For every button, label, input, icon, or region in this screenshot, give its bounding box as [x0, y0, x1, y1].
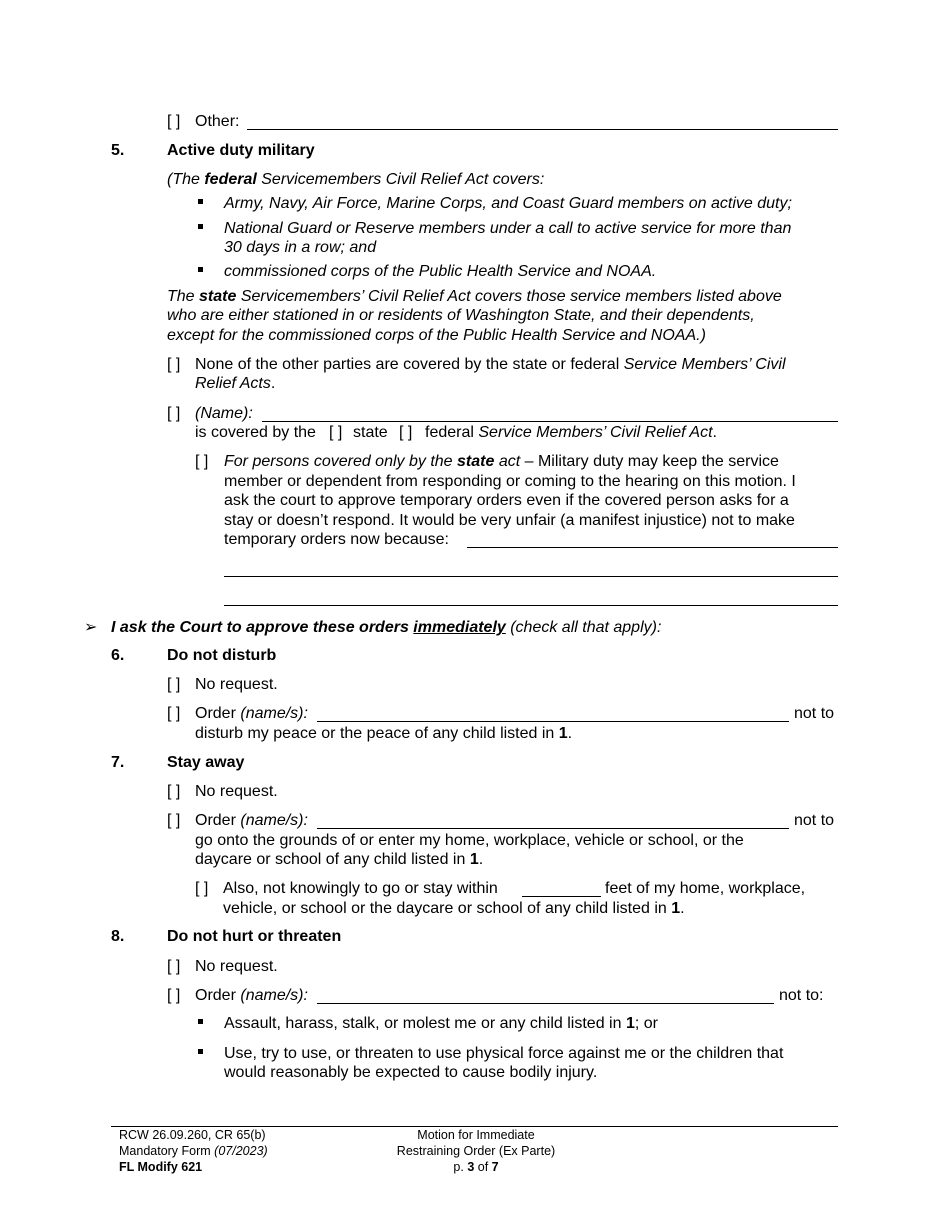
bullet-icon: [198, 199, 203, 204]
checkbox-other[interactable]: [ ]: [167, 113, 181, 130]
bullet-icon: [198, 1049, 203, 1054]
order-label: Order (name/s):: [195, 812, 308, 829]
no-request-label: No request.: [195, 676, 278, 693]
arrow-icon: ➢: [84, 619, 98, 636]
name-input-line[interactable]: [262, 421, 838, 422]
immediate-heading: I ask the Court to approve these orders immediately (check all that apply):: [111, 619, 662, 636]
federal-act-label: federal Service Members’ Civil Relief Act.: [425, 424, 717, 441]
also-distance-text-b: feet of my home, workplace,: [605, 880, 806, 897]
bullet-icon: [198, 224, 203, 229]
reason-input-line-3[interactable]: [224, 605, 838, 606]
checkbox-also-distance[interactable]: [ ]: [195, 880, 209, 897]
bullet-item: Use, try to use, or threaten to use physical force against me or the children that: [224, 1045, 784, 1062]
section-5-title: Active duty military: [167, 142, 315, 159]
checkbox-order-7[interactable]: [ ]: [167, 812, 181, 829]
not-to-label: not to:: [779, 987, 824, 1004]
bullet-item: Army, Navy, Air Force, Marine Corps, and Coast Guard members on active duty;: [224, 195, 792, 212]
also-distance-text: Also, not knowingly to go or stay within: [223, 880, 498, 897]
footer-rcw: RCW 26.09.260, CR 65(b): [119, 1128, 266, 1142]
footer-title: Motion for Immediate: [417, 1128, 535, 1142]
state-act-text-cont: who are either stationed in or residents of Washington State, and their dependents,: [167, 307, 755, 324]
order-label: Order (name/s):: [195, 987, 308, 1004]
section-8-title: Do not hurt or threaten: [167, 928, 342, 945]
none-covered-text-cont: Relief Acts.: [195, 375, 276, 392]
footer-center: [376, 1127, 576, 1175]
checkbox-order-8[interactable]: [ ]: [167, 987, 181, 1004]
none-covered-text: None of the other parties are covered by the state or federal Service Members’ Civil: [195, 356, 786, 373]
order-label: Order (name/s):: [195, 705, 308, 722]
covered-by-label: is covered by the: [195, 424, 316, 441]
checkbox-state[interactable]: [ ]: [329, 424, 343, 441]
order-7-cont: daycare or school of any child listed in 1.: [195, 851, 484, 868]
order-names-input-6[interactable]: [317, 721, 789, 722]
checkbox-state-only[interactable]: [ ]: [195, 453, 209, 470]
footer-form-id: FL Modify 621: [119, 1160, 203, 1174]
bullet-icon: [198, 267, 203, 272]
bullet-item: commissioned corps of the Public Health Service and NOAA.: [224, 263, 657, 280]
reason-input-line[interactable]: [467, 547, 838, 548]
state-label: state: [353, 424, 388, 441]
section-5-number: 5.: [111, 142, 125, 159]
bullet-item: Assault, harass, stalk, or molest me or any child listed in 1; or: [224, 1015, 658, 1032]
footer-mandatory: Mandatory Form (07/2023): [119, 1144, 268, 1158]
name-label: (Name):: [195, 405, 253, 422]
checkbox-no-request-8[interactable]: [ ]: [167, 958, 181, 975]
bullet-item-cont: would reasonably be expected to cause bodily injury.: [224, 1064, 598, 1081]
not-to-label: not to: [794, 812, 835, 829]
section-6-number: 6.: [111, 647, 125, 664]
footer-page: p. 3 of 7: [453, 1160, 499, 1174]
order-7-cont: go onto the grounds of or enter my home, workplace, vehicle or school, or the: [195, 832, 744, 849]
no-request-label: No request.: [195, 783, 278, 800]
order-names-input-7[interactable]: [317, 828, 789, 829]
reason-input-line-2[interactable]: [224, 576, 838, 577]
section-7-title: Stay away: [167, 754, 245, 771]
checkbox-name-covered[interactable]: [ ]: [167, 405, 181, 422]
order-names-input-8[interactable]: [317, 1003, 774, 1004]
no-request-label: No request.: [195, 958, 278, 975]
checkbox-no-request-7[interactable]: [ ]: [167, 783, 181, 800]
state-only-text-cont: temporary orders now because:: [224, 531, 449, 548]
section-5-intro: (The federal Servicemembers Civil Relief Act covers:: [167, 171, 545, 188]
other-label: Other:: [195, 113, 240, 130]
state-act-text-cont: except for the commissioned corps of the Public Health Service and NOAA.): [167, 327, 706, 344]
state-only-text-cont: ask the court to approve temporary orders even if the covered person asks for a: [224, 492, 789, 509]
also-distance-cont: vehicle, or school or the daycare or school of any child listed in 1.: [223, 900, 685, 917]
bullet-item-cont: 30 days in a row; and: [224, 239, 377, 256]
distance-feet-input[interactable]: [522, 896, 601, 897]
section-6-title: Do not disturb: [167, 647, 277, 664]
checkbox-no-request-6[interactable]: [ ]: [167, 676, 181, 693]
footer-left: [119, 1127, 268, 1175]
footer-subtitle: Restraining Order (Ex Parte): [396, 1144, 556, 1158]
checkbox-federal[interactable]: [ ]: [399, 424, 413, 441]
section-8-number: 8.: [111, 928, 125, 945]
not-to-label: not to: [794, 705, 835, 722]
other-input-line[interactable]: [247, 129, 838, 130]
bullet-icon: [198, 1019, 203, 1024]
state-only-text-cont: member or dependent from responding or coming to the hearing on this motion. I: [224, 473, 796, 490]
state-only-text-cont: stay or doesn’t respond. It would be very unfair (a manifest injustice) not to make: [224, 512, 795, 529]
state-only-text: For persons covered only by the state act – Military duty may keep the service: [224, 453, 779, 470]
checkbox-order-6[interactable]: [ ]: [167, 705, 181, 722]
bullet-item: National Guard or Reserve members under a call to active service for more than: [224, 220, 792, 237]
section-7-number: 7.: [111, 754, 125, 771]
state-act-text: The state Servicemembers’ Civil Relief Act covers those service members listed above: [167, 288, 782, 305]
order-6-cont: disturb my peace or the peace of any child listed in 1.: [195, 725, 573, 742]
checkbox-none-covered[interactable]: [ ]: [167, 356, 181, 373]
